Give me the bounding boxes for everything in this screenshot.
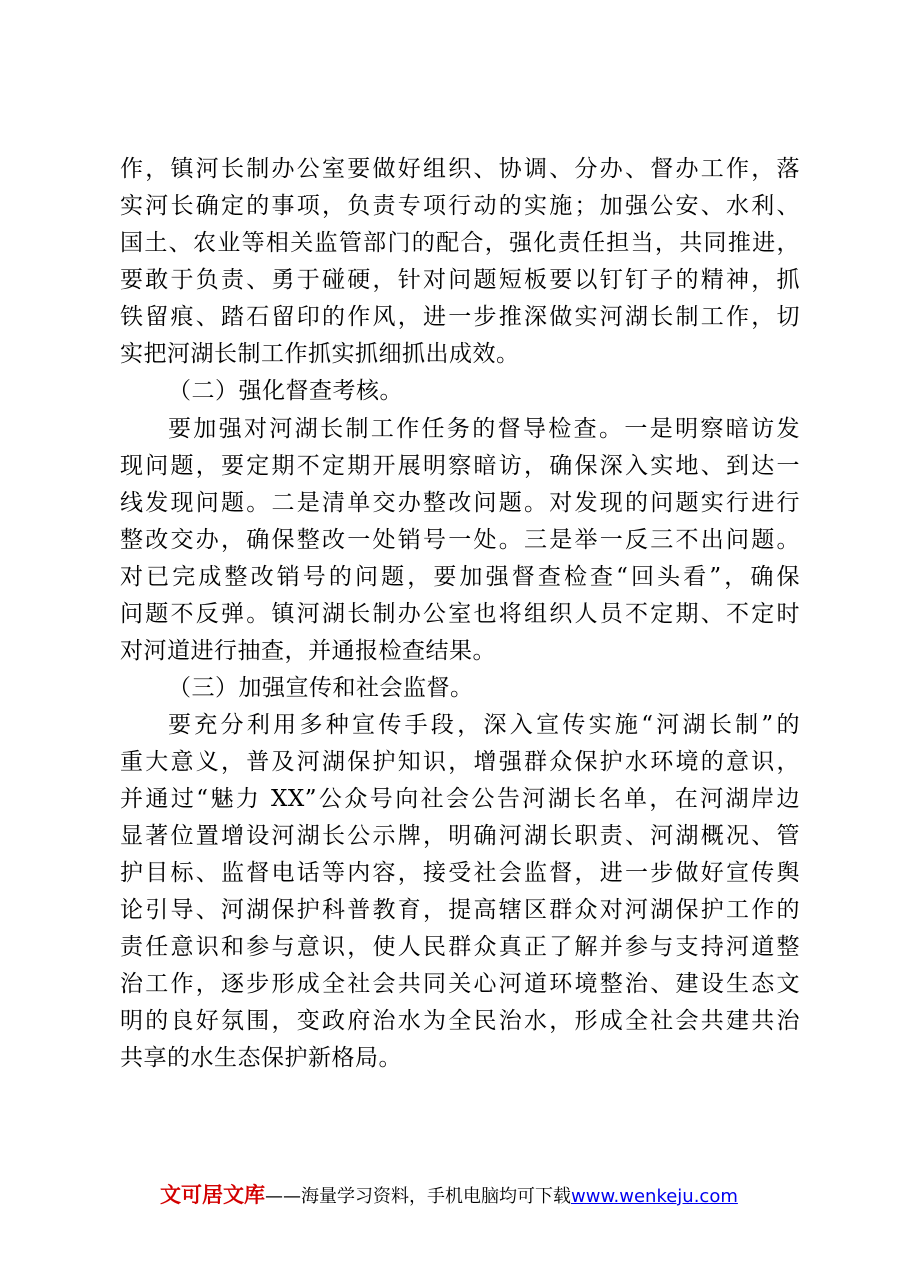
paragraph-line: 显著位置增设河湖长公示牌，明确河湖长职责、河湖概况、管 bbox=[120, 823, 800, 849]
paragraph-line: 线发现问题。二是清单交办整改问题。对发现的问题实行进行 bbox=[120, 490, 800, 516]
section-heading: （二）强化督查考核。 bbox=[168, 378, 403, 404]
paragraph-line: 作，镇河长制办公室要做好组织、协调、分办、督办工作，落 bbox=[120, 156, 800, 182]
footer-tagline: 海量学习资料，手机电脑均可下载 bbox=[301, 1186, 571, 1207]
paragraph-line: 护目标、监督电话等内容，接受社会监督，进一步做好宣传舆 bbox=[120, 860, 800, 886]
paragraph-line: 治工作，逐步形成全社会共同关心河道环境整治、建设生态文 bbox=[120, 971, 800, 997]
paragraph-line: 责任意识和参与意识，使人民群众真正了解并参与支持河道整 bbox=[120, 934, 800, 960]
paragraph-line: 整改交办，确保整改一处销号一处。三是举一反三不出问题。 bbox=[120, 527, 800, 553]
paragraph-line: 要充分利用多种宣传手段，深入宣传实施“河湖长制”的 bbox=[168, 712, 800, 738]
paragraph-line: 要加强对河湖长制工作任务的督导检查。一是明察暗访发 bbox=[168, 416, 800, 442]
paragraph-line: 重大意义，普及河湖保护知识，增强群众保护水环境的意识， bbox=[120, 749, 800, 775]
section-heading: （三）加强宣传和社会监督。 bbox=[168, 675, 474, 701]
paragraph-line: 现问题，要定期不定期开展明察暗访，确保深入实地、到达一 bbox=[120, 453, 800, 479]
paragraph-line: 国土、农业等相关监管部门的配合，强化责任担当，共同推进， bbox=[120, 230, 800, 256]
footer-separator: —— bbox=[265, 1186, 301, 1207]
paragraph-line: 实河长确定的事项，负责专项行动的实施；加强公安、水利、 bbox=[120, 193, 800, 219]
paragraph-line: 问题不反弹。镇河湖长制办公室也将组织人员不定期、不定时 bbox=[120, 601, 800, 627]
paragraph-line: 明的良好氛围，变政府治水为全民治水，形成全社会共建共治 bbox=[120, 1008, 800, 1034]
footer-brand: 文可居文库 bbox=[160, 1183, 265, 1207]
paragraph-line: 铁留痕、踏石留印的作风，进一步推深做实河湖长制工作，切 bbox=[120, 304, 800, 330]
footer-banner bbox=[160, 1180, 780, 1210]
paragraph-line: 实把河湖长制工作抓实抓细抓出成效。 bbox=[120, 341, 520, 367]
paragraph-line: 并通过“魅力 XX”公众号向社会公告河湖长名单，在河湖岸边 bbox=[120, 786, 800, 812]
paragraph-line: 对河道进行抽查，并通报检查结果。 bbox=[120, 638, 496, 664]
paragraph-line: 要敢于负责、勇于碰硬，针对问题短板要以钉钉子的精神，抓 bbox=[120, 267, 800, 293]
footer-url-link[interactable]: www.wenkeju.com bbox=[571, 1186, 738, 1207]
paragraph-line: 论引导、河湖保护科普教育，提高辖区群众对河湖保护工作的 bbox=[120, 897, 800, 923]
paragraph-line: 对已完成整改销号的问题，要加强督查检查“回头看”，确保 bbox=[120, 564, 800, 590]
paragraph-line: 共享的水生态保护新格局。 bbox=[120, 1045, 402, 1071]
